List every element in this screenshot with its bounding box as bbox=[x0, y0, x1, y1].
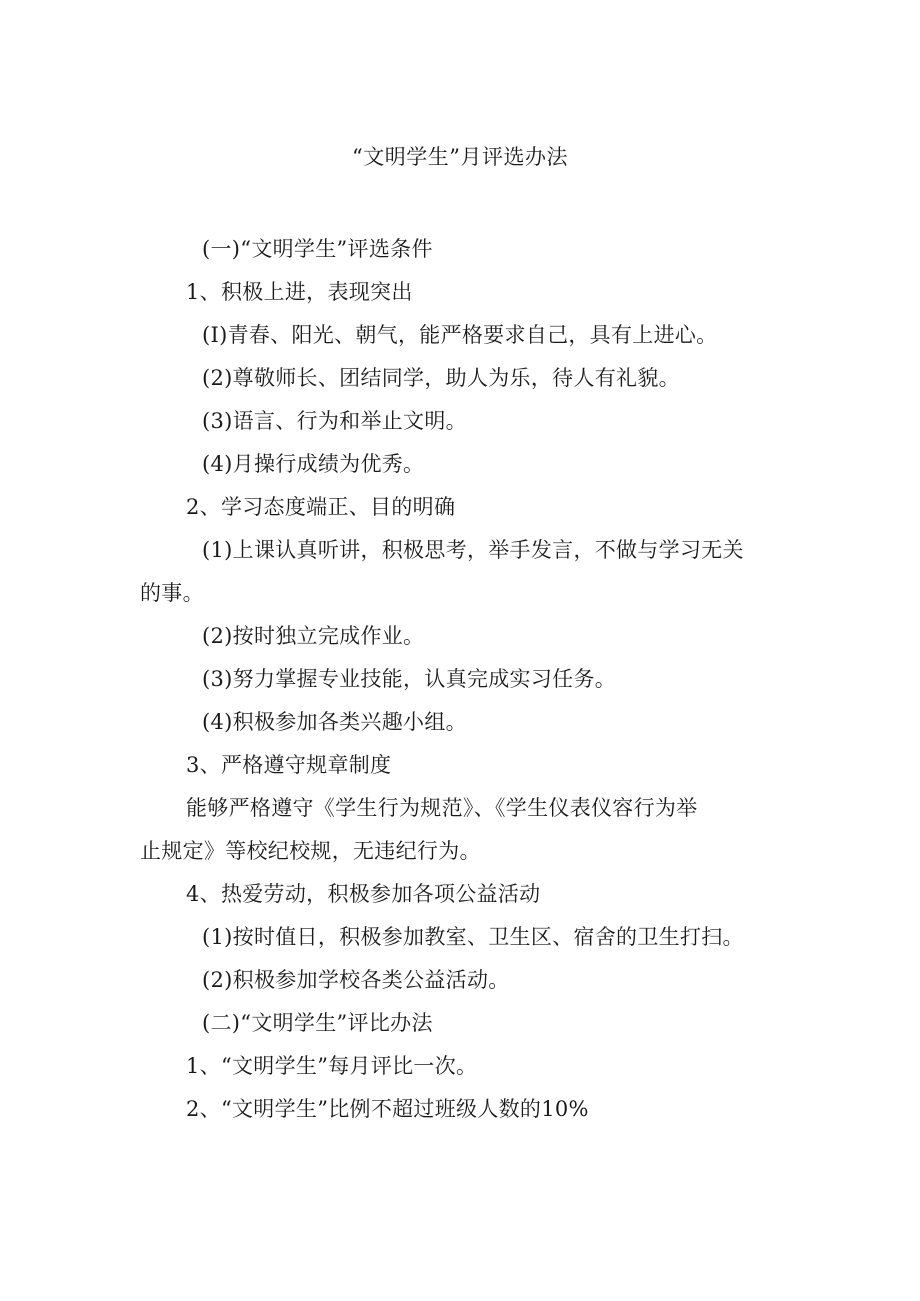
document-line: (一)“文明学生”评选条件 bbox=[202, 237, 433, 261]
document-line: 1、积极上进，表现突出 bbox=[186, 280, 413, 304]
document-line: 4、热爱劳动，积极参加各项公益活动 bbox=[186, 882, 541, 906]
document-line: (3)语言、行为和举止文明。 bbox=[202, 409, 467, 433]
document-line: 3、严格遵守规章制度 bbox=[186, 753, 392, 777]
document-line: 能够严格遵守《学生行为规范》、《学生仪表仪容行为举 bbox=[186, 796, 698, 820]
document-line: (2)积极参加学校各类公益活动。 bbox=[202, 968, 510, 992]
document-line: (I)青春、阳光、朝气，能严格要求自己，具有上进心。 bbox=[202, 323, 718, 347]
document-body bbox=[140, 228, 800, 1131]
document-line: (1)按时值日，积极参加教室、卫生区、宿舍的卫生打扫。 bbox=[202, 925, 744, 949]
document-line: 的事。 bbox=[140, 581, 204, 605]
document-line: (1)上课认真听讲，积极思考，举手发言，不做与学习无关 bbox=[202, 538, 744, 562]
document-line: (3)努力掌握专业技能，认真完成实习任务。 bbox=[202, 667, 617, 691]
document-line: 2、学习态度端正、目的明确 bbox=[186, 495, 456, 519]
document-title: “文明学生”月评选办法 bbox=[352, 145, 568, 169]
document-line: (2)尊敬师长、团结同学，助人为乐，待人有礼貌。 bbox=[202, 366, 680, 390]
document-line: (2)按时独立完成作业。 bbox=[202, 624, 425, 648]
document-line: (4)积极参加各类兴趣小组。 bbox=[202, 710, 467, 734]
document-line: 1、“文明学生”每月评比一次。 bbox=[186, 1054, 478, 1078]
document-line: 2、“文明学生”比例不超过班级人数的10% bbox=[186, 1097, 589, 1121]
document-line: (4)月操行成绩为优秀。 bbox=[202, 452, 425, 476]
document-line: (二)“文明学生”评比办法 bbox=[202, 1011, 433, 1035]
document-line: 止规定》等校纪校规，无违纪行为。 bbox=[140, 839, 481, 863]
